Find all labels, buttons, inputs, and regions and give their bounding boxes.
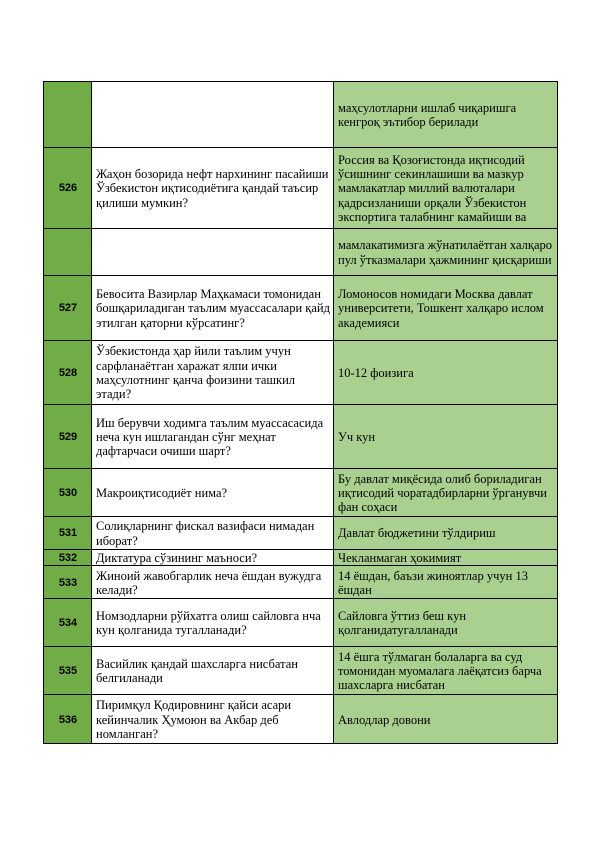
question-cell (92, 229, 334, 276)
row-number-cell: 533 (44, 566, 92, 599)
question-cell: Номзодларни рўйхатга олиш сайловга нча кун қолганида тугалланади? (92, 599, 334, 647)
table-row (44, 517, 558, 550)
question-cell: Макроиқтисодиёт нима? (92, 469, 334, 517)
question-cell: Солиқларнинг фискал вазифаси нимадан иборат? (92, 517, 334, 550)
question-cell: Ўзбекистонда ҳар йили таълим учун сарфланаётган харажат ялпи ички маҳсулотнинг қанча фоизини ташкил этади? (92, 341, 334, 405)
answer-cell: Давлат бюджетини тўлдириш (334, 517, 558, 550)
row-number-cell: 536 (44, 695, 92, 744)
qa-table-body (44, 82, 558, 744)
answer-cell: Ломоносов номидаги Москва давлат университети, Тошкент халқаро ислом академияси (334, 276, 558, 341)
row-number-cell: 526 (44, 148, 92, 229)
table-row (44, 469, 558, 517)
question-cell: Жаҳон бозорида нефт нархининг пасайиши Ўзбекистон иқтисодиётига қандай таъсир қилиши мумкин? (92, 148, 334, 229)
table-row (44, 148, 558, 229)
question-cell: Жиноий жавобгарлик неча ёшдан вужудга келади? (92, 566, 334, 599)
answer-cell: 14 ёшга тўлмаган болаларга ва суд томонидан муомалага лаёқатсиз барча шахсларга нисбатан (334, 647, 558, 695)
question-cell: Иш берувчи ходимга таълим муассасасида неча кун ишлагандан сўнг меҳнат дафтарчаси очиши шарт? (92, 405, 334, 469)
row-number-cell: 528 (44, 341, 92, 405)
row-number-cell: 535 (44, 647, 92, 695)
answer-cell: Уч кун (334, 405, 558, 469)
answer-cell: Бу давлат миқёсида олиб бориладиган иқтисодий чоратадбирларни ўрганувчи фан соҳаси (334, 469, 558, 517)
row-number-cell: 532 (44, 550, 92, 566)
table-row (44, 405, 558, 469)
table-row (44, 647, 558, 695)
answer-cell: маҳсулотларни ишлаб чиқаришга кенгроқ эътибор берилади (334, 82, 558, 148)
qa-table (43, 81, 558, 744)
answer-cell: мамлакатимизга жўнатилаётган халқаро пул ўтказмалари ҳажмининг қисқариши (334, 229, 558, 276)
row-number-cell: 531 (44, 517, 92, 550)
table-row (44, 550, 558, 566)
answer-cell: Чекланмаган ҳокимият (334, 550, 558, 566)
answer-cell: 14 ёшдан, баъзи жиноятлар учун 13 ёшдан (334, 566, 558, 599)
table-row (44, 695, 558, 744)
table-row (44, 566, 558, 599)
question-cell: Бевосита Вазирлар Маҳкамаси томонидан бошқариладиган таълим муассасалари қайд этилган қаторни кўрсатинг? (92, 276, 334, 341)
question-cell: Диктатура сўзининг маъноси? (92, 550, 334, 566)
row-number-cell: 529 (44, 405, 92, 469)
row-number-cell: 534 (44, 599, 92, 647)
table-row (44, 341, 558, 405)
answer-cell: Сайловга ўттиз беш кун қолганидатугалланади (334, 599, 558, 647)
answer-cell: Россия ва Қозоғистонда иқтисодий ўсишнинг секинлашиши ва мазкур мамлакатлар миллий валюталари қадрсизланиши орқали Ўзбекистон экспортига талабнинг камайиши ва (334, 148, 558, 229)
table-row (44, 229, 558, 276)
row-number-cell (44, 229, 92, 276)
table-row (44, 82, 558, 148)
question-cell: Васийлик қандай шахсларга нисбатан белгиланади (92, 647, 334, 695)
question-cell (92, 82, 334, 148)
table-row (44, 276, 558, 341)
row-number-cell: 530 (44, 469, 92, 517)
table-row (44, 599, 558, 647)
row-number-cell: 527 (44, 276, 92, 341)
question-cell: Пиримқул Қодировнинг қайси асари кейинчалик Ҳумоюн ва Акбар деб номланган? (92, 695, 334, 744)
answer-cell: 10-12 фоизига (334, 341, 558, 405)
row-number-cell (44, 82, 92, 148)
answer-cell: Авлодлар довони (334, 695, 558, 744)
